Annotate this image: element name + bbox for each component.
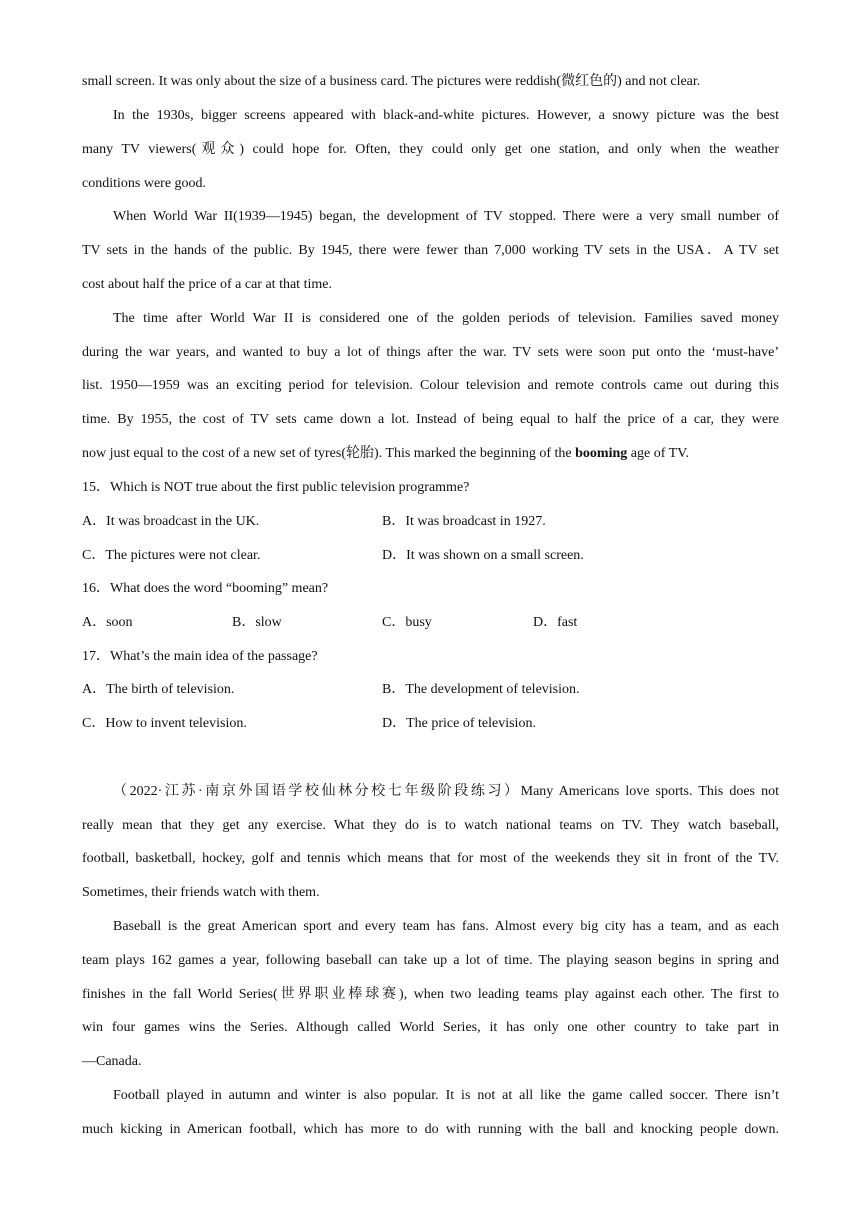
q17-option-c: C．How to invent television. (82, 716, 247, 731)
passage1-line: When World War II(1939—1945) began, the development of TV stopped. There were a very small number of (113, 209, 779, 224)
q17-option-b: B．The development of television. (382, 682, 580, 697)
question-16-stem: 16．What does the word “booming” mean? (82, 581, 329, 596)
q17-option-d: D．The price of television. (382, 716, 536, 731)
question-17-stem: 17．What’s the main idea of the passage? (82, 649, 318, 664)
passage1-line: cost about half the price of a car at that time. (82, 277, 332, 292)
passage2-line: finishes in the fall World Series(世界职业棒球赛), when two leading teams play against each other. The first to (82, 987, 779, 1002)
q16-option-d: D．fast (533, 615, 578, 630)
passage1-line: list. 1950—1959 was an exciting period for television. Colour television and remote controls came out during this (82, 378, 779, 393)
passage1-line: conditions were good. (82, 176, 207, 191)
passage1-line: many TV viewers(观众) could hope for. Often, they could only get one station, and only when the weather (82, 142, 779, 157)
passage2-line: Sometimes, their friends watch with them. (82, 885, 320, 900)
passage1-last-line (82, 444, 779, 464)
passage1-text: age of TV. (627, 446, 689, 461)
q15-option-a: A．It was broadcast in the UK. (82, 514, 260, 529)
passage2-line: Baseball is the great American sport and every team has fans. Almost every big city has a team, and as each (113, 919, 779, 934)
passage2-line: win four games wins the Series. Although called World Series, it has only one other country to take part in (82, 1020, 779, 1035)
passage1-line: TV sets in the hands of the public. By 1945, there were fewer than 7,000 working TV sets in the USA．A TV set (82, 243, 779, 258)
passage2-line: football, basketball, hockey, golf and tennis which means that for most of the weekends they sit in front of the TV. (82, 851, 779, 866)
passage1-line: The time after World War II is considered one of the golden periods of television. Families saved money (113, 311, 779, 326)
passage2-line: —Canada. (82, 1054, 142, 1069)
q15-option-c: C．The pictures were not clear. (82, 548, 261, 563)
q15-option-b: B．It was broadcast in 1927. (382, 514, 546, 529)
passage1-line: time. By 1955, the cost of TV sets came down a lot. Instead of being equal to half the price of a car, they were (82, 412, 779, 427)
passage2-line: （2022·江苏·南京外国语学校仙林分校七年级阶段练习）Many Americans love sports. This does not (113, 784, 779, 799)
passage1-text: now just equal to the cost of a new set of tyres(轮胎). This marked the beginning of the (82, 446, 576, 461)
passage1-line: In the 1930s, bigger screens appeared with black-and-white pictures. However, a snowy picture was the best (113, 108, 779, 123)
passage2-line: really mean that they get any exercise. What they do is to watch national teams on TV. They watch baseball, (82, 818, 779, 833)
q17-option-a: A．The birth of television. (82, 682, 235, 697)
q16-option-c: C．busy (382, 615, 432, 630)
passage2-line: Football played in autumn and winter is also popular. It is not at all like the game called soccer. There isn’t (113, 1088, 779, 1103)
q16-option-a: A．soon (82, 615, 133, 630)
q16-option-b: B．slow (232, 615, 282, 630)
booming-word: booming (575, 446, 628, 461)
q15-option-d: D．It was shown on a small screen. (382, 548, 584, 563)
passage2-line: much kicking in American football, which has more to do with running with the ball and knocking people down. (82, 1122, 779, 1137)
passage1-line: during the war years, and wanted to buy a lot of things after the war. TV sets were soon put onto the ‘must-have’ (82, 345, 779, 360)
passage2-line: team plays 162 games a year, following baseball can take up a lot of time. The playing season begins in spring and (82, 953, 779, 968)
passage1-line: small screen. It was only about the size of a business card. The pictures were reddish(微红色的) and not clear. (82, 74, 701, 89)
question-15-stem: 15．Which is NOT true about the first public television programme? (82, 480, 470, 495)
